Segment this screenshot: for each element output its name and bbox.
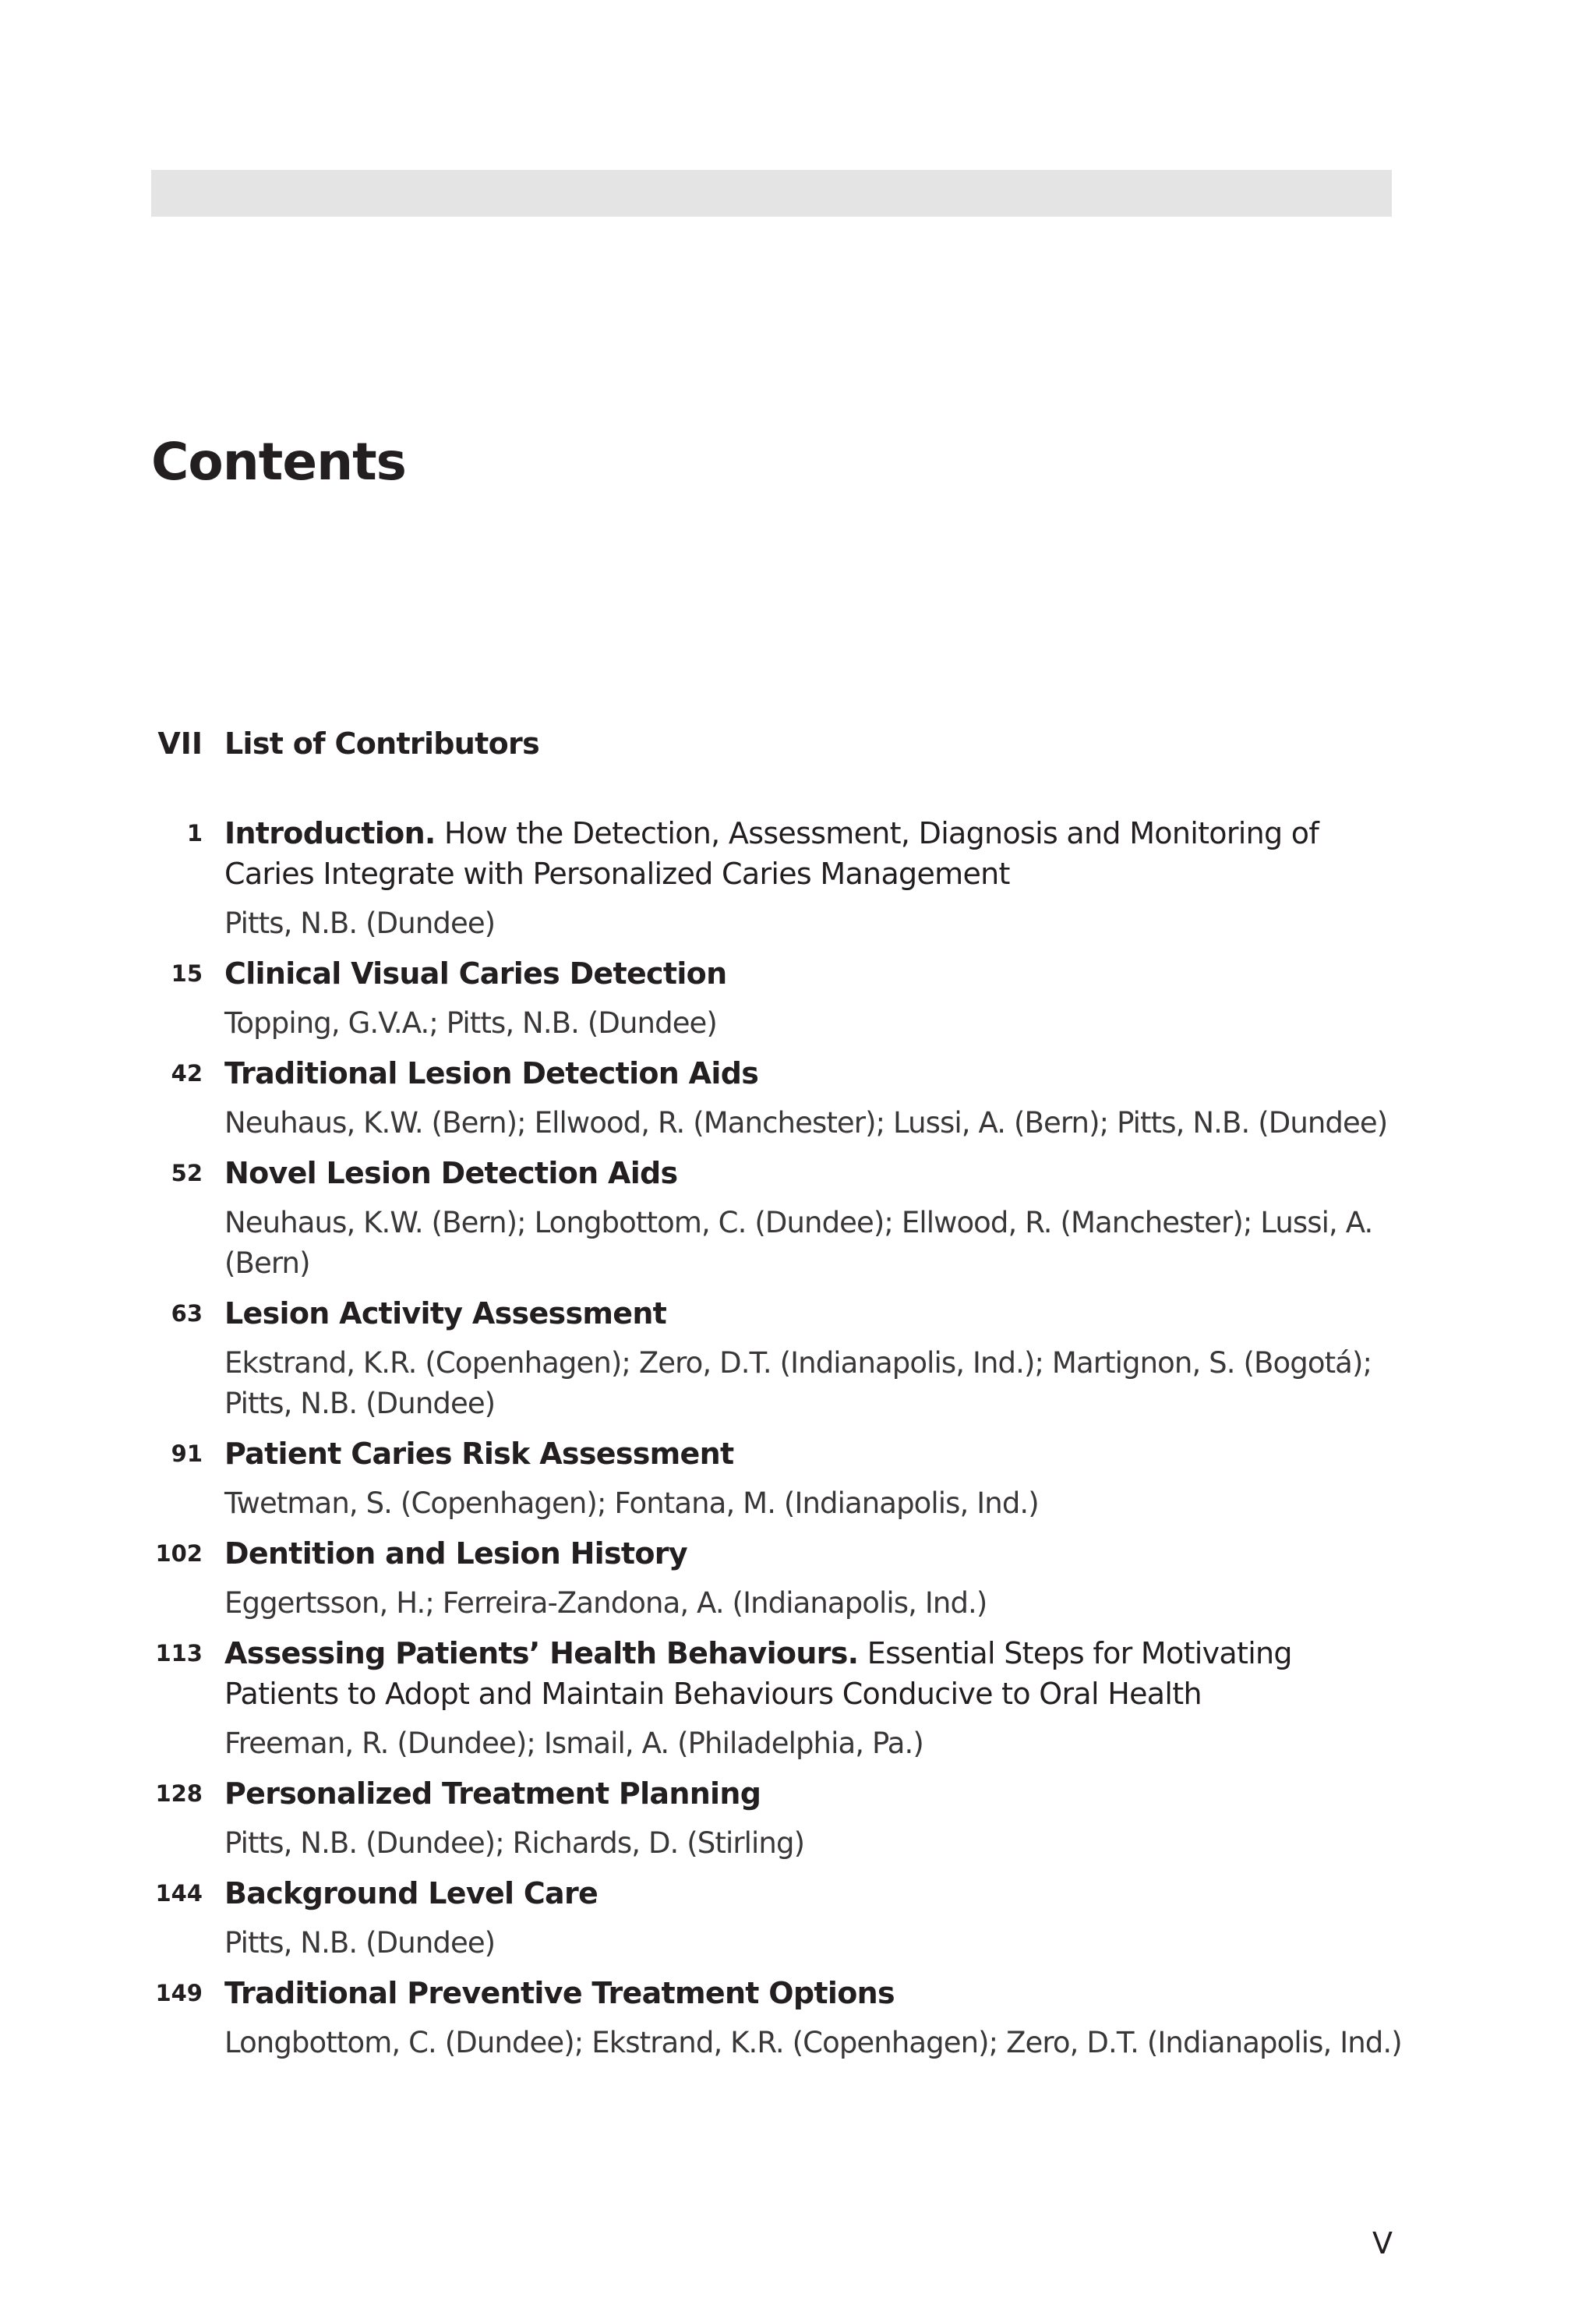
toc-entry-title (224, 1633, 1414, 1714)
toc-page-number: 52 (171, 1160, 203, 1186)
toc-entry-authors: Neuhaus, K.W. (Bern); Longbottom, C. (Dundee); Ellwood, R. (Manchester); Lussi, A. (Bern) (224, 1206, 1373, 1280)
toc-page-number: 63 (171, 1300, 203, 1327)
toc-entry[interactable] (151, 1873, 1414, 1963)
toc-title-main: Traditional Lesion Detection Aids (224, 1056, 759, 1090)
toc-entry-authors: Topping, G.V.A.; Pitts, N.B. (Dundee) (224, 1006, 717, 1040)
toc-entry[interactable] (151, 1633, 1414, 1764)
toc-title-main: List of Contributors (224, 726, 539, 761)
toc-entry-title (224, 1293, 1414, 1334)
toc-entry-authors: Pitts, N.B. (Dundee) (224, 1926, 496, 1960)
page-folio: V (1372, 2226, 1393, 2260)
page-title: Contents (151, 432, 406, 492)
toc-entry[interactable] (151, 1153, 1414, 1284)
toc-page-number: 91 (171, 1440, 203, 1467)
toc-title-main: Background Level Care (224, 1876, 598, 1910)
toc-entry[interactable] (151, 1533, 1414, 1624)
toc-entry[interactable] (151, 953, 1414, 1044)
toc-title-main: Traditional Preventive Treatment Options (224, 1976, 895, 2010)
toc-entry-title (224, 723, 1414, 764)
toc-page-number: 149 (155, 1980, 203, 2006)
toc-entry-title (224, 953, 1414, 994)
toc-entry-title (224, 1433, 1414, 1474)
toc-entry-authors: Freeman, R. (Dundee); Ismail, A. (Philadelphia, Pa.) (224, 1727, 923, 1760)
toc-page-number: 128 (155, 1780, 203, 1807)
table-of-contents (151, 723, 1414, 2073)
toc-entry-title (224, 1053, 1414, 1094)
toc-entry-title (224, 1533, 1414, 1574)
toc-title-subtitle: How the Detection, Assessment, Diagnosis and Monitoring of Caries Integrate with Personalized Caries Management (224, 816, 1319, 891)
toc-entry[interactable] (151, 1973, 1414, 2063)
toc-title-main: Patient Caries Risk Assessment (224, 1437, 734, 1471)
toc-page-number: 15 (171, 960, 203, 987)
toc-page-number: 144 (155, 1880, 203, 1907)
toc-entry[interactable] (151, 1053, 1414, 1143)
toc-entry-title (224, 1773, 1414, 1814)
toc-entry[interactable] (151, 1433, 1414, 1524)
toc-title-main: Lesion Activity Assessment (224, 1296, 667, 1331)
toc-entry[interactable] (151, 1773, 1414, 1864)
toc-entry-title (224, 1873, 1414, 1914)
toc-entry-authors: Longbottom, C. (Dundee); Ekstrand, K.R. (Copenhagen); Zero, D.T. (Indianapolis, Ind.) (224, 2026, 1402, 2059)
toc-entry-authors: Ekstrand, K.R. (Copenhagen); Zero, D.T. (Indianapolis, Ind.); Martignon, S. (Bogotá); Pitts, N.B. (Dundee) (224, 1346, 1372, 1420)
toc-page-number: 113 (155, 1640, 203, 1667)
toc-entry-authors: Eggertsson, H.; Ferreira-Zandona, A. (Indianapolis, Ind.) (224, 1586, 987, 1620)
toc-entry-title (224, 1973, 1414, 2013)
toc-entry-front-matter[interactable] (151, 723, 1414, 764)
toc-entry-authors: Neuhaus, K.W. (Bern); Ellwood, R. (Manchester); Lussi, A. (Bern); Pitts, N.B. (Dundee) (224, 1106, 1388, 1140)
toc-title-subtitle: Essential Steps for Motivating Patients to Adopt and Maintain Behaviours Conducive to Oral Health (224, 1636, 1292, 1711)
toc-entry-authors: Twetman, S. (Copenhagen); Fontana, M. (Indianapolis, Ind.) (224, 1486, 1039, 1520)
toc-page-number: VII (157, 726, 203, 761)
toc-title-main: Introduction. (224, 816, 436, 850)
toc-entry-authors: Pitts, N.B. (Dundee) (224, 907, 496, 940)
toc-entry[interactable] (151, 1293, 1414, 1424)
header-band (151, 170, 1392, 217)
toc-title-main: Novel Lesion Detection Aids (224, 1156, 678, 1190)
toc-title-main: Assessing Patients’ Health Behaviours. (224, 1636, 859, 1670)
toc-title-main: Clinical Visual Caries Detection (224, 956, 727, 991)
toc-entry-authors: Pitts, N.B. (Dundee); Richards, D. (Stirling) (224, 1826, 805, 1860)
toc-title-main: Dentition and Lesion History (224, 1536, 687, 1571)
toc-title-main: Personalized Treatment Planning (224, 1776, 761, 1811)
toc-page-number: 1 (186, 820, 203, 847)
toc-page-number: 42 (171, 1060, 203, 1087)
toc-entry-title (224, 1153, 1414, 1193)
toc-page-number: 102 (155, 1540, 203, 1567)
toc-entry-title (224, 813, 1414, 894)
toc-entry[interactable] (151, 813, 1414, 944)
